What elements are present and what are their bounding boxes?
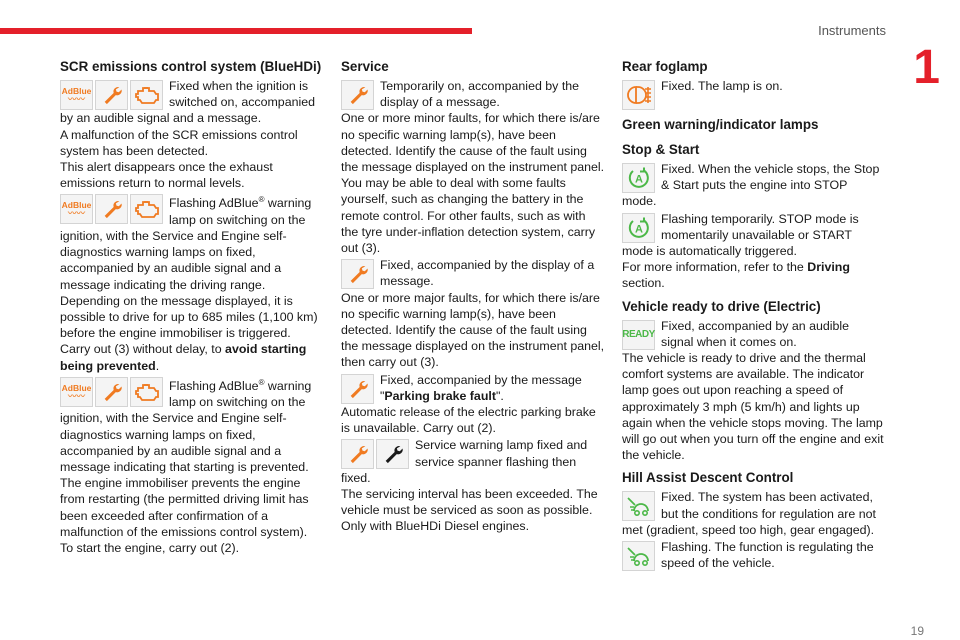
ready-icon: READY: [622, 320, 655, 350]
service-entry-interval: Service warning lamp fixed and service spanner flashing then fixed.: [341, 438, 588, 485]
spanner-icon: [95, 194, 128, 224]
engine-icon: [130, 377, 163, 407]
spanner-icon: [95, 377, 128, 407]
scr-heading: SCR emissions control system (BlueHDi): [60, 59, 322, 74]
scr-entry-fixed: AdBlue 〰〰 Fixed when the ignition is switched on, accompanied by an audible signal and a message.: [60, 79, 316, 126]
engine-icon: [130, 80, 163, 110]
spanner-icon: [341, 259, 374, 289]
column-service: Service Temporarily on, accompanied by the display of a message. One or more minor faults, for which there is/are no specific warning lamp(s), have been detected. Identify the cause of the fault using the message displayed on the instrument panel. You may be able to deal with some faults yourself, such as changing the battery in the remote control. For other faults, such as with the tyre under-inflation detection system, carry out (3). Fixed, accompanied by the display of a message. One or more major faults, for which there is/are no specific warning lamp(s), have been detected. Identify the cause of the fault using the message displayed on the instrument panel, then carry out (3). Fixed, accompanied by the message "Parking brake fault". Automatic release of the electric parking brake is unavailable. Carry out (2). Service warning lamp fixed and service spanner flashing then fixed. The servicing interval has been exceeded. The vehicle must be serviced as soon as possible. Only with BlueHDi Diesel engines.: [341, 59, 605, 534]
spanner-icon: [341, 439, 374, 469]
spanner-icon: [341, 80, 374, 110]
chapter-number: 1: [913, 41, 940, 94]
adblue-icon: AdBlue 〰〰: [60, 80, 93, 110]
svg-text:A: A: [634, 223, 643, 236]
spanner-icon: [341, 374, 374, 404]
scr-entry-flashing: AdBlue 〰〰 Flashing AdBlue® warning lamp on switching on the ignition, with the Service and Engine self-diagnostics warning lamps on fixed, accompanied by an audible signal and a message indicating the driving range.: [60, 195, 312, 292]
service-entry-fixed: Fixed, accompanied by the display of a message.: [341, 257, 606, 289]
green-lamps-heading: Green warning/indicator lamps: [622, 117, 819, 132]
hill-descent-entry-flashing: Flashing. The function is regulating the speed of the vehicle.: [622, 539, 884, 571]
stop-start-icon: [622, 163, 655, 193]
stop-start-heading: Stop & Start: [622, 142, 700, 157]
hill-descent-heading: Hill Assist Descent Control: [622, 470, 794, 486]
ready-heading: Vehicle ready to drive (Electric): [622, 298, 821, 314]
header-accent-bar: [0, 28, 472, 34]
spanner-black-icon: [376, 439, 409, 469]
section-title: Instruments: [818, 23, 886, 38]
service-heading: Service: [341, 59, 389, 74]
hill-descent-entry-fixed: Fixed. The system has been activated, but the conditions for regulation are not met (gradient, speed too high, gear engaged).: [622, 490, 876, 537]
service-entry-parking-brake: Fixed, accompanied by the message "Parking brake fault".: [341, 372, 606, 404]
hill-descent-icon: [622, 491, 655, 521]
stop-start-entry-fixed: A Fixed. When the vehicle stops, the Stop & Start puts the engine into STOP mode.: [622, 162, 880, 209]
column-lamps: Rear foglamp Fixed. The lamp is on. Green warning/indicator lamps Stop & Start A Fixed. When the vehicle stops, the Stop & Start puts the engine into STOP mode. A Flashing temporarily. STOP mode is momentarily unavailable or START mode is automatically triggered. For more information, refer to the Driving section. Vehicle ready to drive (Electric) READY Fixed, accompanied by an audible signal when it comes on. The vehicle is ready to drive and the thermal comfort systems are available. The indicator lamp goes out upon reaching a speed of approximately 3 mph (5 km/h) and lights up again when the vehicle stops moving. The lamp will go out when you turn off the engine and exit the vehicle. Hill Assist Descent Control Fixed. The system has been activated, but the conditions for regulation are not met (gradient, speed too high, gear engaged). Flashing. The function is regulating the speed of the vehicle.: [622, 59, 884, 571]
column-scr: SCR emissions control system (BlueHDi) AdBlue 〰〰 Fixed when the ignition is switched on, accompanied by an audible signal and a message. A malfunction of the SCR emissions control system has been detected. This alert disappears once the exhaust emissions return to normal levels. AdBlue 〰〰 Flashing AdBlue® warning lamp on switching on the ignition, with the Service and Engine self-diagnostics warning lamps on fixed, accompanied by an audible signal and a message indicating the driving range. Depending on the message displayed, it is possible to drive for up to 685 miles (1,100 km) before the engine immobiliser is triggered. Carry out (3) without delay, to avoid starting being prevented. AdBlue 〰〰 Flashing AdBlue® warning lamp on switching on the ignition, with the Service and Engine self-diagnostics warning lamps on fixed, accompanied by an audible signal and a message indicating that starting is prevented. The engine immobiliser prevents the engine from restarting (the permitted driving limit has been exceeded after confirmation of a malfunction of the emissions control system). To start the engine, carry out (2).: [60, 58, 325, 556]
stop-start-icon: [622, 213, 655, 243]
page-number: 19: [910, 624, 924, 638]
adblue-icon: AdBlue 〰〰: [60, 377, 93, 407]
spanner-icon: [95, 80, 128, 110]
ready-entry: READY Fixed, accompanied by an audible signal when it comes on.: [622, 318, 850, 349]
rear-foglamp-heading: Rear foglamp: [622, 59, 708, 74]
engine-icon: [130, 194, 163, 224]
rear-foglamp-entry: Fixed. The lamp is on.: [622, 78, 884, 110]
rear-foglamp-icon: [622, 80, 655, 110]
adblue-icon: AdBlue 〰〰: [60, 194, 93, 224]
svg-text:A: A: [634, 173, 643, 186]
service-entry-temporary: Temporarily on, accompanied by the display of a message.: [341, 78, 606, 110]
stop-start-entry-flashing: A Flashing temporarily. STOP mode is momentarily unavailable or START mode is automatically triggered.: [622, 211, 859, 259]
scr-entry-prevented: AdBlue 〰〰 Flashing AdBlue® warning lamp on switching on the ignition, with the Service and Engine self-diagnostics warning lamps on fixed, accompanied by an audible signal and a message indicating that starting is prevented.: [60, 377, 312, 474]
hill-descent-icon: [622, 541, 655, 571]
